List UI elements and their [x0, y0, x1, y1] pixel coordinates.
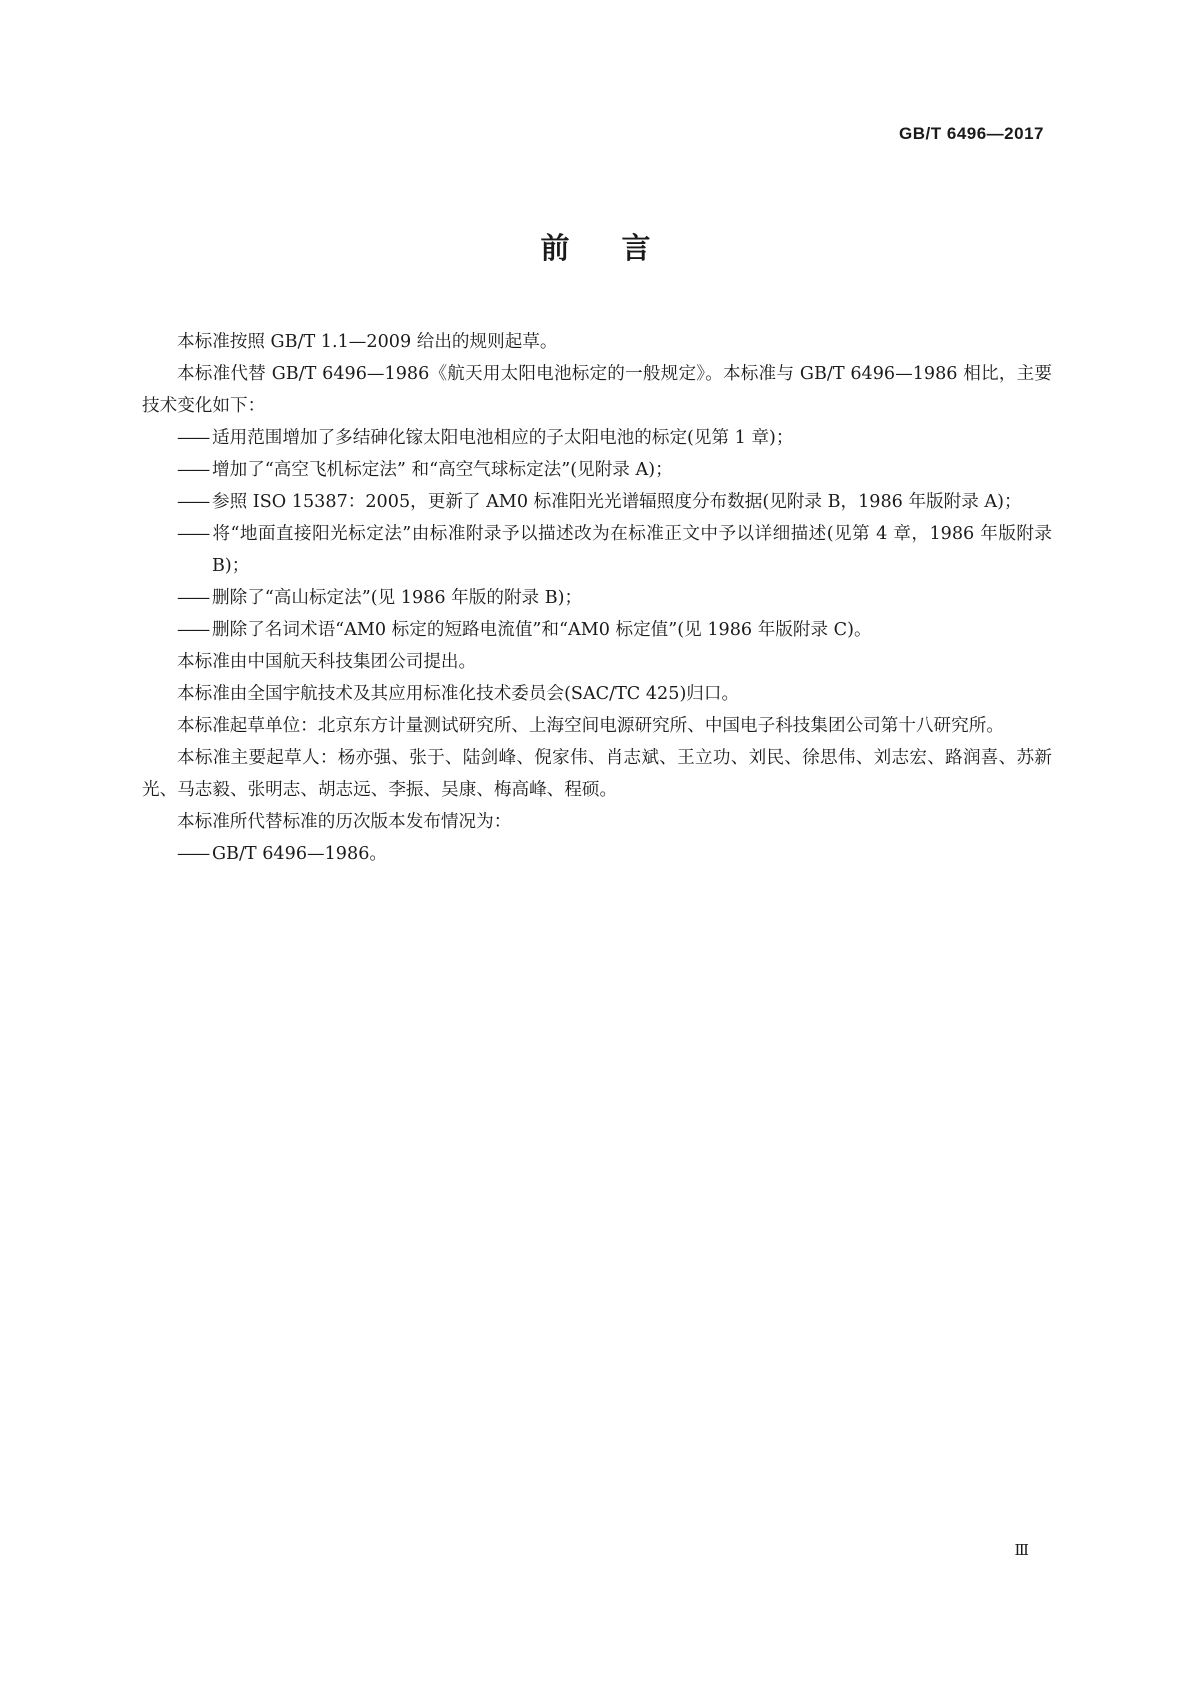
- list-item-text: GB/T 6496—1986。: [212, 844, 387, 864]
- page-number: Ⅲ: [1014, 1541, 1028, 1559]
- list-item-text: 参照 ISO 15387：2005，更新了 AM0 标准阳光光谱辐照度分布数据(见附录 B，1986 年版附录 A)；: [212, 492, 1022, 512]
- list-item-change: [142, 454, 1052, 486]
- list-item-change: [142, 422, 1052, 454]
- list-item-change: [142, 486, 1052, 518]
- em-dash-marker: ——: [177, 524, 209, 544]
- paragraph-committee: 本标准由全国宇航技术及其应用标准化技术委员会(SAC/TC 425)归口。: [177, 684, 740, 704]
- list-item-text: 增加了“高空飞机标定法” 和“高空气球标定法”(见附录 A)；: [212, 460, 673, 480]
- paragraph-history-intro: 本标准所代替标准的历次版本发布情况为：: [177, 812, 512, 832]
- paragraph-proposer: 本标准由中国航天科技集团公司提出。: [177, 652, 477, 672]
- list-item-text: 删除了“高山标定法”(见 1986 年版的附录 B)；: [212, 588, 583, 608]
- list-item-text: 将“地面直接阳光标定法”由标准附录予以描述改为在标准正文中予以详细描述(见第 4 章，1986 年版附录 B)；: [212, 524, 1052, 576]
- paragraph-drafters: 本标准主要起草人：杨亦强、张于、陆剑峰、倪家伟、肖志斌、王立功、刘民、徐思伟、刘志宏、路润喜、苏新光、马志毅、张明志、胡志远、李振、吴康、梅高峰、程硕。: [142, 748, 1052, 800]
- list-item-change: [142, 614, 1052, 646]
- em-dash-marker: ——: [177, 844, 209, 864]
- paragraph-replacement: 本标准代替 GB/T 6496—1986《航天用太阳电池标定的一般规定》。本标准与 GB/T 6496—1986 相比，主要技术变化如下：: [142, 364, 1052, 416]
- list-item-text: 适用范围增加了多结砷化镓太阳电池相应的子太阳电池的标定(见第 1 章)；: [212, 428, 794, 448]
- em-dash-marker: ——: [177, 460, 209, 480]
- page-title: 前言: [540, 231, 703, 265]
- list-item-change: [142, 518, 1052, 582]
- em-dash-marker: ——: [177, 428, 209, 448]
- standard-number: GB/T 6496—2017: [899, 124, 1044, 143]
- em-dash-marker: ——: [177, 620, 209, 640]
- em-dash-marker: ——: [177, 492, 209, 512]
- list-item-history: [142, 838, 1052, 870]
- foreword-body: [142, 326, 1052, 870]
- paragraph-drafting-rules: 本标准按照 GB/T 1.1—2009 给出的规则起草。: [177, 332, 558, 352]
- list-item-text: 删除了名词术语“AM0 标定的短路电流值”和“AM0 标定值”(见 1986 年版附录 C)。: [212, 620, 872, 640]
- list-item-change: [142, 582, 1052, 614]
- em-dash-marker: ——: [177, 588, 209, 608]
- paragraph-drafting-units: 本标准起草单位：北京东方计量测试研究所、上海空间电源研究所、中国电子科技集团公司第十八研究所。: [177, 716, 1004, 736]
